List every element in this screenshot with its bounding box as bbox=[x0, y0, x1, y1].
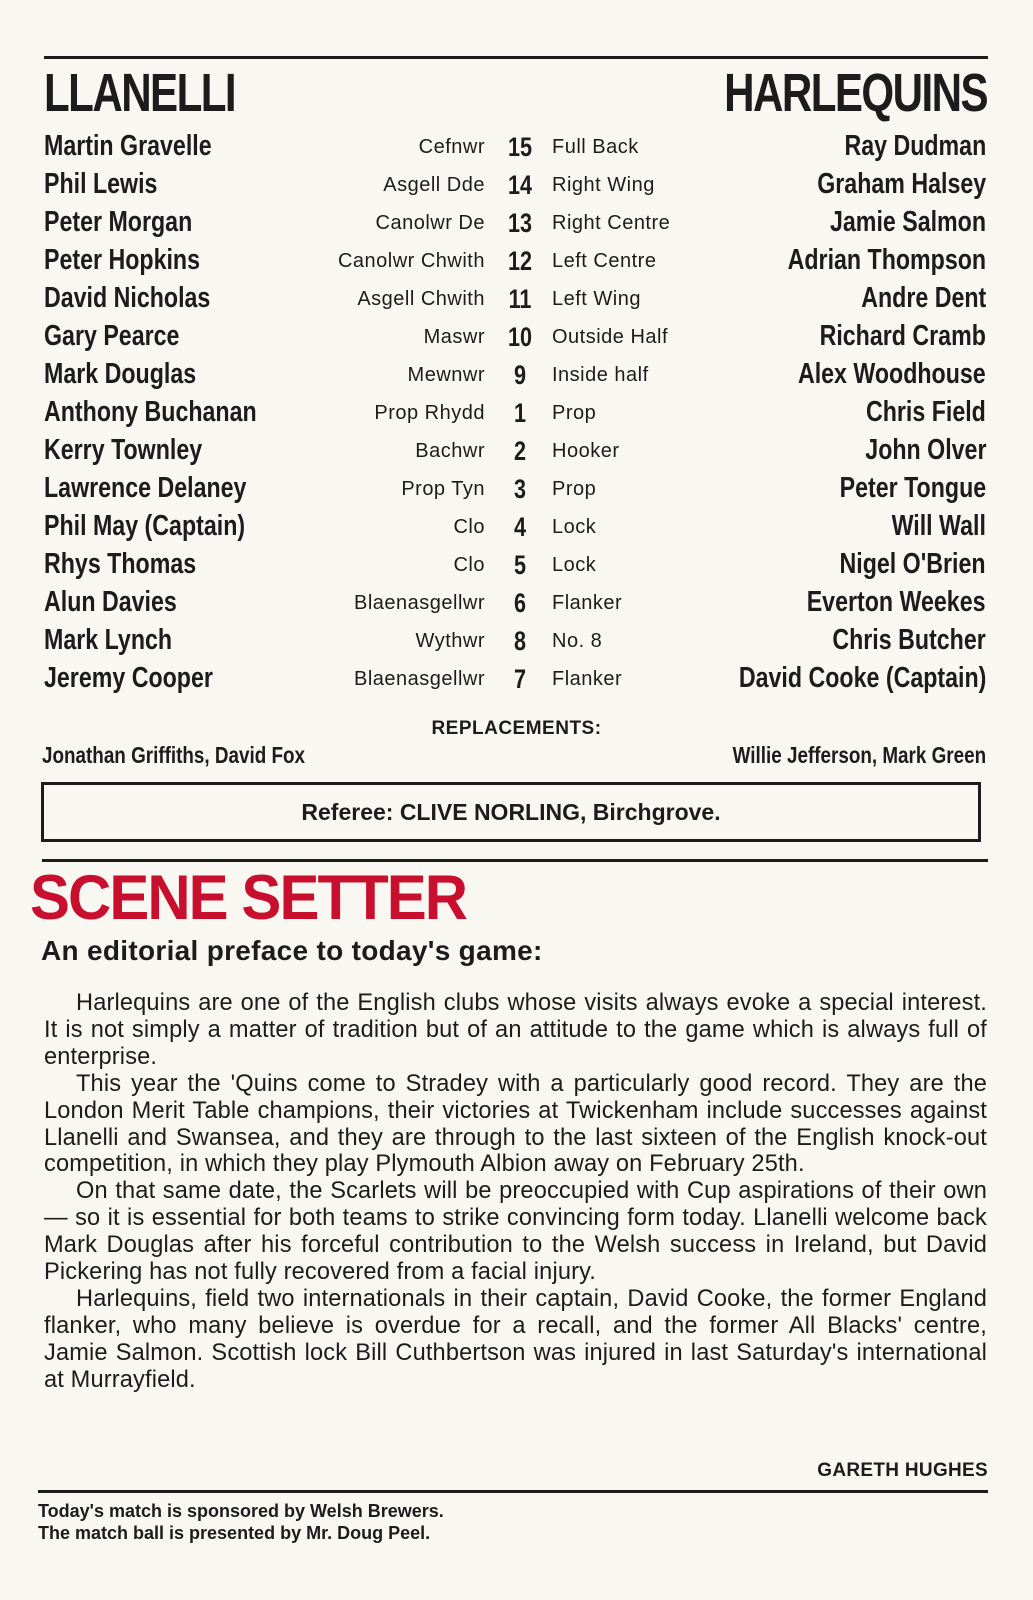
lineup-row bbox=[0, 130, 1033, 168]
away-player-name: Chris Field bbox=[866, 396, 986, 428]
home-player-name: Gary Pearce bbox=[44, 320, 180, 352]
jersey-number: 3 bbox=[513, 474, 527, 504]
welsh-position: Wythwr bbox=[415, 630, 485, 652]
english-position: Flanker bbox=[552, 668, 623, 690]
jersey-number: 9 bbox=[513, 360, 527, 390]
welsh-position: Blaenasgellwr bbox=[353, 668, 485, 690]
article-paragraph: Harlequins are one of the English clubs whose visits always evoke a special interest. It is not simply a matter of tradition but of an attitude to the game which is always full of enterprise. bbox=[44, 990, 987, 1070]
welsh-position: Blaenasgellwr bbox=[353, 592, 485, 614]
english-position: Prop bbox=[552, 402, 597, 424]
home-player-name: David Nicholas bbox=[44, 282, 211, 314]
english-position: Inside half bbox=[552, 364, 649, 386]
home-player-name: Lawrence Delaney bbox=[44, 472, 247, 504]
top-rule bbox=[44, 56, 988, 59]
jersey-number: 5 bbox=[513, 550, 527, 580]
jersey-number: 12 bbox=[507, 246, 533, 276]
article-paragraph: On that same date, the Scarlets will be preoccupied with Cup aspirations of their own — so it is essential for both teams to strike convincing form today. Llanelli welcome back Mark Douglas after his forceful contribution to the Welsh success in Ireland, but David Pickering has not fully recovered from a facial injury. bbox=[44, 1178, 987, 1286]
away-player-name: Jamie Salmon bbox=[829, 206, 986, 238]
away-player-name: Andre Dent bbox=[860, 282, 986, 314]
referee-text: Referee: CLIVE NORLING, Birchgrove. bbox=[301, 798, 721, 825]
lineup-row bbox=[0, 434, 1033, 472]
welsh-position: Cefnwr bbox=[418, 136, 485, 158]
english-position: Outside Half bbox=[552, 326, 669, 348]
welsh-position: Canolwr Chwith bbox=[337, 250, 485, 272]
match-ball-line: The match ball is presented by Mr. Doug Peel. bbox=[38, 1523, 431, 1543]
lineup-row bbox=[0, 548, 1033, 586]
home-player-name: Phil Lewis bbox=[44, 168, 158, 200]
english-position: Left Centre bbox=[552, 250, 657, 272]
home-player-name: Kerry Townley bbox=[44, 434, 203, 466]
home-player-name: Rhys Thomas bbox=[44, 548, 197, 580]
lineup-row bbox=[0, 662, 1033, 700]
away-player-name: Ray Dudman bbox=[844, 130, 986, 162]
jersey-number: 13 bbox=[507, 208, 533, 238]
english-position: Lock bbox=[552, 554, 597, 576]
away-player-name: Will Wall bbox=[891, 510, 986, 542]
team-lineup bbox=[0, 130, 1033, 700]
jersey-number: 8 bbox=[513, 626, 527, 656]
away-team-title: HARLEQUINS bbox=[724, 63, 987, 123]
home-player-name: Peter Morgan bbox=[44, 206, 193, 238]
home-player-name: Martin Gravelle bbox=[44, 130, 212, 162]
jersey-number: 10 bbox=[507, 322, 533, 352]
lineup-row bbox=[0, 586, 1033, 624]
editorial-article bbox=[44, 990, 987, 1394]
jersey-number: 11 bbox=[508, 284, 532, 314]
article-paragraph: Harlequins, field two internationals in their captain, David Cooke, the former England flanker, who many believe is overdue for a recall, and the former All Blacks' centre, Jamie Salmon. Scottish lock Bill Cuthbertson was injured in last Saturday's international at Murrayfield. bbox=[44, 1285, 987, 1393]
away-player-name: Everton Weekes bbox=[807, 586, 986, 618]
away-player-name: Graham Halsey bbox=[817, 168, 986, 200]
home-player-name: Alun Davies bbox=[44, 586, 177, 618]
welsh-position: Clo bbox=[453, 554, 485, 576]
english-position: Hooker bbox=[552, 440, 620, 462]
jersey-number: 4 bbox=[513, 512, 527, 542]
sponsor-note bbox=[38, 1500, 444, 1544]
welsh-position: Prop Tyn bbox=[401, 478, 485, 500]
lineup-row bbox=[0, 396, 1033, 434]
english-position: Lock bbox=[552, 516, 597, 538]
welsh-position: Canolwr De bbox=[375, 212, 485, 234]
home-player-name: Anthony Buchanan bbox=[44, 396, 257, 428]
replacements-label: REPLACEMENTS: bbox=[431, 718, 602, 739]
home-team-title: LLANELLI bbox=[44, 63, 236, 123]
english-position: Right Wing bbox=[552, 174, 655, 196]
lineup-row bbox=[0, 472, 1033, 510]
away-player-name: Nigel O'Brien bbox=[839, 548, 986, 580]
welsh-position: Asgell Dde bbox=[383, 174, 485, 196]
author-byline: GARETH HUGHES bbox=[817, 1460, 988, 1481]
away-player-name: John Olver bbox=[864, 434, 986, 466]
welsh-position: Mewnwr bbox=[407, 364, 485, 386]
article-paragraph: This year the 'Quins come to Stradey with a particularly good record. They are the London Merit Table champions, their victories at Twickenham include successes against Llanelli and Swansea, and they are through to the last sixteen of the English knock-out competition, in which they play Plymouth Albion away on February 25th. bbox=[44, 1070, 987, 1178]
jersey-number: 15 bbox=[507, 132, 533, 162]
jersey-number: 2 bbox=[513, 436, 527, 466]
away-player-name: David Cooke (Captain) bbox=[738, 662, 986, 694]
away-player-name: Alex Woodhouse bbox=[798, 358, 986, 390]
home-player-name: Mark Douglas bbox=[44, 358, 197, 390]
home-player-name: Mark Lynch bbox=[44, 624, 173, 656]
lineup-row bbox=[0, 624, 1033, 662]
welsh-position: Asgell Chwith bbox=[357, 288, 485, 310]
jersey-number: 1 bbox=[513, 398, 527, 428]
away-player-name: Adrian Thompson bbox=[787, 244, 986, 276]
lineup-row bbox=[0, 320, 1033, 358]
scene-setter-title: SCENE SETTER bbox=[30, 863, 467, 933]
lineup-row bbox=[0, 206, 1033, 244]
home-player-name: Phil May (Captain) bbox=[44, 510, 246, 542]
bottom-rule bbox=[38, 1490, 988, 1493]
english-position: Prop bbox=[552, 478, 597, 500]
lineup-row bbox=[0, 358, 1033, 396]
jersey-number: 7 bbox=[513, 664, 527, 694]
english-position: No. 8 bbox=[552, 630, 603, 652]
lineup-row bbox=[0, 244, 1033, 282]
jersey-number: 14 bbox=[507, 170, 533, 200]
away-replacements: Willie Jefferson, Mark Green bbox=[732, 742, 986, 768]
lineup-row bbox=[0, 510, 1033, 548]
english-position: Left Wing bbox=[552, 288, 641, 310]
welsh-position: Prop Rhydd bbox=[374, 402, 485, 424]
lineup-row bbox=[0, 168, 1033, 206]
home-replacements: Jonathan Griffiths, David Fox bbox=[42, 742, 306, 768]
away-player-name: Chris Butcher bbox=[832, 624, 986, 656]
welsh-position: Bachwr bbox=[415, 440, 485, 462]
english-position: Right Centre bbox=[552, 212, 671, 234]
lineup-row bbox=[0, 282, 1033, 320]
english-position: Flanker bbox=[552, 592, 623, 614]
english-position: Full Back bbox=[552, 136, 639, 158]
home-player-name: Peter Hopkins bbox=[44, 244, 200, 276]
referee-box bbox=[41, 782, 981, 842]
scene-setter-subtitle: An editorial preface to today's game: bbox=[41, 935, 543, 966]
welsh-position: Clo bbox=[453, 516, 485, 538]
sponsor-line: Today's match is sponsored by Welsh Brewers. bbox=[38, 1501, 444, 1521]
home-player-name: Jeremy Cooper bbox=[44, 662, 213, 694]
welsh-position: Maswr bbox=[423, 326, 485, 348]
jersey-number: 6 bbox=[513, 588, 527, 618]
away-player-name: Richard Cramb bbox=[819, 320, 986, 352]
away-player-name: Peter Tongue bbox=[839, 472, 986, 504]
